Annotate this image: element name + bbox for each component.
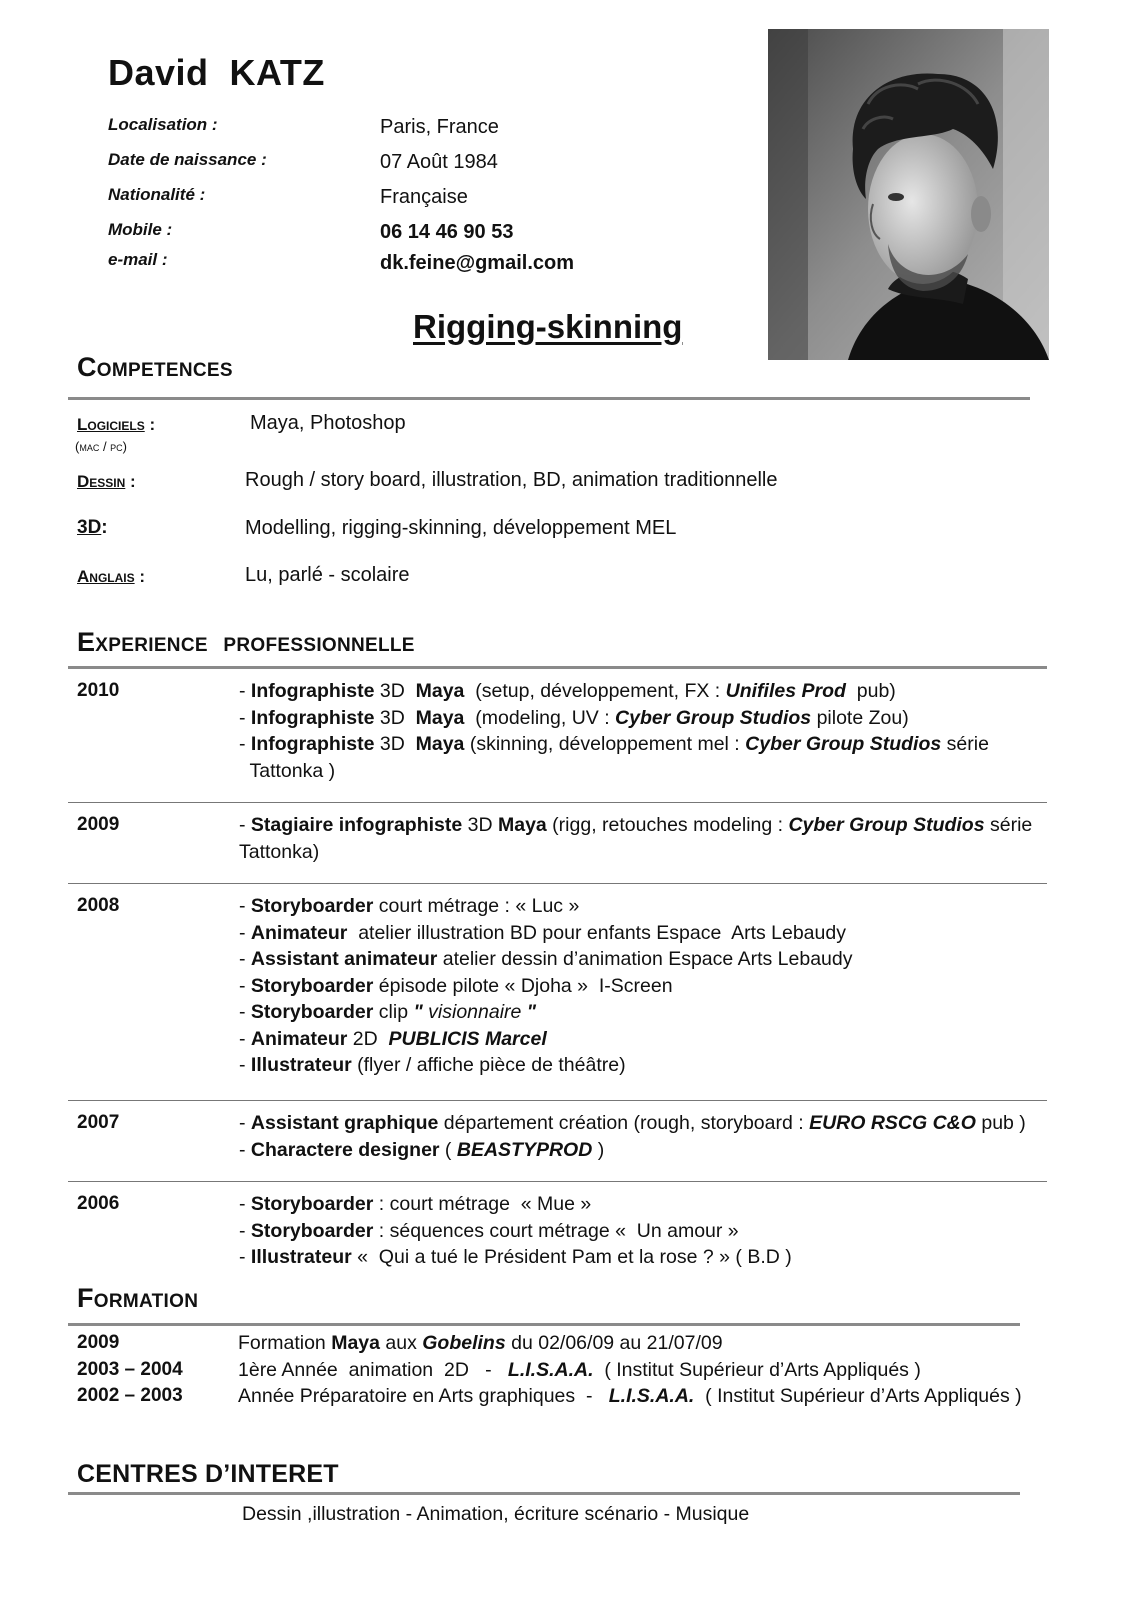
target-position-title: Rigging-skinning <box>413 308 683 345</box>
text-segment: - <box>239 733 251 755</box>
experience-line <box>239 731 1029 758</box>
text-segment: - <box>239 1138 251 1161</box>
label-nationalite: Nationalité : <box>108 185 206 204</box>
text-segment: Infographiste <box>250 733 375 755</box>
text-segment: Maya <box>415 733 465 755</box>
experience-line <box>239 839 1029 866</box>
text-segment: (flyer / affiche pièce de théâtre) <box>351 1054 626 1076</box>
text-segment: pub ) <box>975 1112 1026 1134</box>
text-segment: ( <box>439 1138 457 1161</box>
text-segment: ) <box>592 1138 605 1161</box>
text-segment: - <box>239 895 251 917</box>
text-segment: Cyber Group Studios <box>615 706 812 729</box>
text-segment: - <box>239 1193 251 1215</box>
section-title-experience: Experience professionnelle <box>77 627 415 657</box>
text-segment: - <box>239 1246 251 1268</box>
label-date-naissance: Date de naissance : <box>108 150 267 169</box>
skill-logiciels-label: Logiciels : <box>77 415 156 434</box>
text-segment: Gobelins <box>422 1332 506 1354</box>
experience-line <box>239 812 1033 839</box>
experience-line <box>239 1244 1029 1271</box>
text-segment: 3D <box>374 680 416 702</box>
experience-line <box>239 1052 1029 1079</box>
formation-line <box>238 1357 1022 1384</box>
text-segment: ( Institut Supérieur d’Arts Appliqués ) <box>694 1385 1022 1407</box>
entry-divider <box>68 1181 1047 1182</box>
text-segment: : séquences court métrage « Un amour » <box>373 1219 739 1242</box>
text-segment: 2D <box>347 1027 389 1050</box>
section-title-formation: Formation <box>77 1283 199 1313</box>
text-segment: Infographiste <box>250 706 375 729</box>
formation-year: 2003 – 2004 <box>77 1358 183 1380</box>
text-segment: Maya <box>497 814 547 836</box>
text-segment: Cyber Group Studios <box>745 733 942 755</box>
text-segment: département création (rough, storyboard : <box>438 1112 810 1134</box>
text-segment: pilote Zou) <box>811 706 909 729</box>
section-title-competences: Competences <box>77 352 233 382</box>
text-segment: série <box>941 733 989 755</box>
skill-anglais-value: Lu, parlé - scolaire <box>245 564 410 586</box>
text-segment: Animateur <box>250 921 348 944</box>
formation-year: 2002 – 2003 <box>77 1385 183 1406</box>
experience-line <box>239 973 1029 1000</box>
entry-divider <box>68 1100 1047 1101</box>
experience-year: 2006 <box>77 1193 120 1214</box>
experience-details <box>239 812 1033 865</box>
text-segment: Cyber Group Studios <box>788 814 985 836</box>
text-segment: 3D <box>462 814 498 836</box>
text-segment: - <box>239 814 251 836</box>
skill-dessin-value: Rough / story board, illustration, BD, animation traditionnelle <box>245 469 778 491</box>
text-segment: 3D <box>374 733 416 755</box>
formation-years <box>77 1330 183 1410</box>
section-divider <box>68 1323 1020 1326</box>
skill-3d-label: 3D: <box>77 517 108 538</box>
text-segment: (setup, développement, FX : <box>464 680 726 702</box>
text-segment: L.I.S.A.A. <box>608 1385 695 1407</box>
label-mobile: Mobile : <box>108 220 173 239</box>
text-segment: Infographiste <box>250 680 375 702</box>
entry-divider <box>68 802 1047 803</box>
text-segment: - <box>239 1027 251 1050</box>
text-segment: Maya <box>331 1332 380 1354</box>
text-segment: Année Préparatoire en Arts graphiques - <box>238 1385 609 1407</box>
experience-line <box>239 705 1029 732</box>
text-segment: du 02/06/09 au 21/07/09 <box>505 1332 723 1354</box>
text-segment: série <box>984 814 1033 836</box>
text-segment: - <box>239 1054 251 1076</box>
text-segment: L.I.S.A.A. <box>507 1358 594 1381</box>
text-segment: atelier dessin d’animation Espace Arts Lebaudy <box>437 948 853 970</box>
text-segment: épisode pilote « Djoha » I-Screen <box>373 974 673 997</box>
section-divider <box>68 397 1030 400</box>
text-segment: court métrage : « Luc » <box>373 895 580 917</box>
centres-value: Dessin ,illustration - Animation, écriture scénario - Musique <box>242 1503 750 1525</box>
text-segment: EURO RSCG C&O <box>809 1112 976 1134</box>
text-segment: - <box>239 948 251 970</box>
candidate-name: David KATZ <box>108 52 325 93</box>
text-segment: Storyboarder <box>250 974 374 997</box>
experience-line <box>239 999 1029 1026</box>
experience-year: 2010 <box>77 680 120 701</box>
formation-year: 2009 <box>77 1332 120 1353</box>
entry-divider <box>68 883 1047 884</box>
experience-line <box>239 1026 1029 1053</box>
experience-line <box>239 678 1029 705</box>
skill-logiciels-note: (mac / pc) <box>75 439 127 454</box>
text-segment: Maya <box>415 680 465 702</box>
section-title-centres: CENTRES D’INTERET <box>77 1460 339 1488</box>
text-segment: Storyboarder <box>250 1193 374 1215</box>
text-segment: - <box>239 706 251 729</box>
section-divider <box>68 666 1047 669</box>
text-segment: Illustrateur <box>250 1246 352 1268</box>
experience-line <box>239 1218 1029 1245</box>
experience-line <box>239 1191 1029 1218</box>
formation-details <box>238 1330 1022 1410</box>
skill-logiciels-value: Maya, Photoshop <box>250 412 406 434</box>
experience-line <box>239 920 1029 947</box>
text-segment: - <box>239 680 251 702</box>
text-segment: Tattonka ) <box>239 759 336 782</box>
profile-photo <box>768 29 1049 360</box>
text-segment: Storyboarder <box>250 895 374 917</box>
text-segment: BEASTYPROD <box>456 1138 593 1161</box>
experience-details <box>239 1191 1029 1271</box>
experience-line <box>239 893 1029 920</box>
text-segment: clip <box>373 1001 414 1023</box>
text-segment: " <box>521 1001 537 1023</box>
formation-line <box>238 1383 1022 1410</box>
value-nationalite: Française <box>380 186 468 208</box>
text-segment: Unifiles Prod <box>725 680 846 702</box>
text-segment: (modeling, UV : <box>464 706 616 729</box>
value-mobile: 06 14 46 90 53 <box>380 221 514 243</box>
experience-details <box>239 893 1029 1079</box>
text-segment: Formation <box>238 1332 332 1354</box>
text-segment: Maya <box>415 706 465 729</box>
text-segment: 3D <box>374 706 416 729</box>
text-segment: Stagiaire infographiste <box>250 814 463 836</box>
text-segment: PUBLICIS Marcel <box>388 1027 547 1050</box>
text-segment: Storyboarder <box>250 1001 374 1023</box>
text-segment: Illustrateur <box>250 1054 352 1076</box>
text-segment: Storyboarder <box>250 1219 374 1242</box>
text-segment: visionnaire <box>428 1001 522 1023</box>
text-segment: ( Institut Supérieur d’Arts Appliqués ) <box>593 1358 921 1381</box>
text-segment: Animateur <box>250 1027 348 1050</box>
text-segment: (skinning, développement mel : <box>464 733 746 755</box>
text-segment: 1ère Année animation 2D - <box>238 1358 508 1381</box>
experience-year: 2008 <box>77 895 120 916</box>
text-segment: - <box>239 1219 251 1242</box>
section-divider <box>68 1492 1020 1495</box>
experience-year: 2009 <box>77 814 120 835</box>
text-segment: Charactere designer <box>250 1138 440 1161</box>
experience-year: 2007 <box>77 1112 120 1133</box>
formation-line <box>238 1330 1022 1357</box>
experience-line <box>239 1137 1029 1164</box>
skill-anglais-label: Anglais : <box>77 567 146 586</box>
text-segment: Tattonka) <box>239 840 320 863</box>
skill-3d-value: Modelling, rigging-skinning, développement MEL <box>245 517 677 539</box>
text-segment: - <box>239 921 251 944</box>
experience-line <box>239 946 1029 973</box>
text-segment: - <box>239 974 251 997</box>
text-segment: " <box>413 1001 429 1023</box>
experience-details <box>239 678 1029 784</box>
text-segment: aux <box>379 1332 423 1354</box>
text-segment: Assistant graphique <box>250 1112 439 1134</box>
text-segment: « Qui a tué le Président Pam et la rose ? » ( B.D ) <box>351 1246 792 1268</box>
text-segment: pub) <box>845 680 896 702</box>
text-segment: atelier illustration BD pour enfants Espace Arts Lebaudy <box>347 921 846 944</box>
experience-line <box>239 1110 1029 1137</box>
skill-dessin-label: Dessin : <box>77 472 136 491</box>
text-segment: : court métrage « Mue » <box>373 1193 592 1215</box>
text-segment: - <box>239 1112 251 1134</box>
value-localisation: Paris, France <box>380 116 499 138</box>
text-segment: Assistant animateur <box>250 948 438 970</box>
text-segment: (rigg, retouches modeling : <box>546 814 789 836</box>
value-date-naissance: 07 Août 1984 <box>380 151 498 173</box>
value-email: dk.feine@gmail.com <box>380 252 574 274</box>
text-segment: - <box>239 1001 251 1023</box>
experience-line <box>239 758 1029 785</box>
label-localisation: Localisation : <box>108 115 218 134</box>
experience-details <box>239 1110 1029 1163</box>
label-email: e-mail : <box>108 250 168 269</box>
